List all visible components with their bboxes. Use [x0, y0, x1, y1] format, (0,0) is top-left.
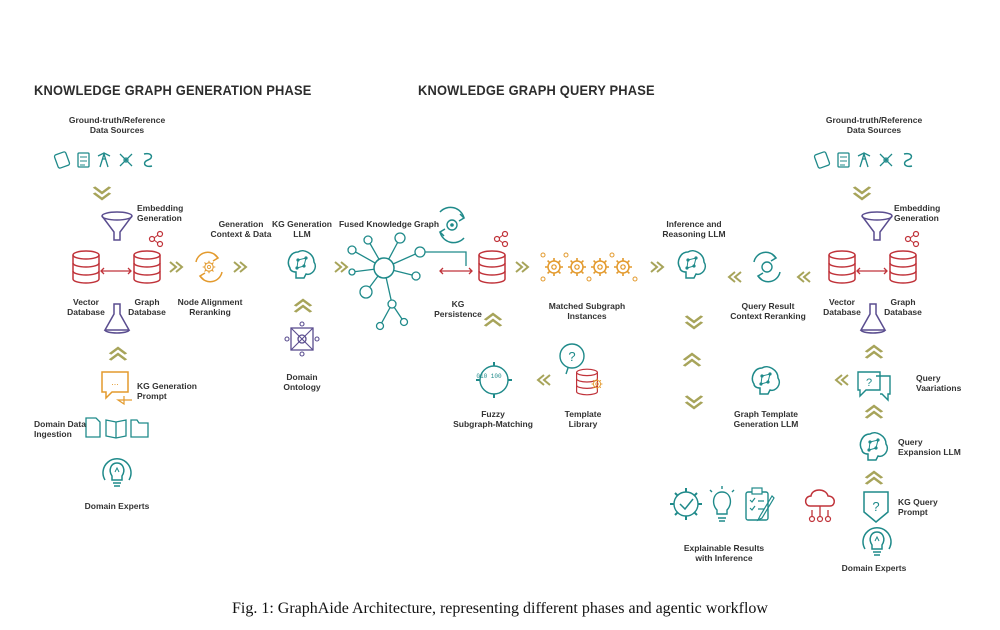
- chevron-up-icon: [295, 300, 311, 312]
- label-domain-ingestion: Domain Data Ingestion: [34, 419, 86, 439]
- ground-truth-sources-icon-left: [54, 151, 152, 168]
- label-fused-kg: Fused Knowledge Graph: [338, 219, 440, 229]
- chevron-up-icon: [866, 346, 882, 358]
- node-alignment-icon: [196, 252, 222, 281]
- figure-caption: Fig. 1: GraphAide Architecture, representing different phases and agentic workflow: [232, 600, 768, 617]
- domain-experts-icon-right: [863, 528, 891, 555]
- label-fuzzy-matching: Fuzzy Subgraph-Matching: [453, 409, 533, 429]
- label-vector-db-right: Vector Database: [823, 297, 861, 317]
- label-query-expansion: Query Expansion LLM: [898, 437, 961, 457]
- template-library-icon: [560, 344, 602, 395]
- kg-persistence-arrow-icon: [440, 268, 472, 274]
- label-inference-llm: Inference and Reasoning LLM: [662, 219, 726, 239]
- label-kg-persistence: KG Persistence: [434, 299, 482, 319]
- kg-generation-llm-icon: [288, 251, 315, 278]
- binary-glyph: 010 100: [476, 373, 502, 380]
- explainable-checklist-icon: [746, 488, 774, 520]
- chevron-right-icon: [170, 262, 182, 272]
- label-query-result: Query Result Context Reranking: [730, 301, 806, 321]
- chevron-right-icon: [234, 262, 246, 272]
- query-expansion-llm-icon: [860, 433, 887, 460]
- matched-subgraph-gears-icon: [541, 253, 637, 281]
- embedding-funnel-icon-right: [862, 212, 892, 240]
- chevron-down-icon: [854, 187, 870, 199]
- label-kg-query-prompt: KG Query Prompt: [898, 497, 938, 517]
- flask-icon-right: [861, 304, 885, 333]
- label-matched-subgraph: Matched Subgraph Instances: [548, 301, 626, 321]
- label-graph-template-llm: Graph Template Generation LLM: [733, 409, 799, 429]
- fuzzy-matching-icon: [476, 362, 512, 398]
- embedding-funnel-icon-left: [102, 212, 132, 240]
- label-domain-experts-right: Domain Experts: [841, 563, 907, 573]
- kg-query-prompt-icon: [864, 492, 888, 522]
- chevron-left-icon: [538, 375, 550, 385]
- label-explainable-results: Explainable Results with Inference: [683, 543, 765, 563]
- explainable-gear-check-icon: [670, 488, 702, 520]
- label-kg-generation-llm: KG Generation LLM: [272, 219, 332, 239]
- prompt-bubble-icon-left: [102, 372, 132, 404]
- chevron-left-icon: [684, 354, 700, 366]
- label-embedding-left: Embedding Generation: [137, 203, 184, 223]
- label-node-alignment: Node Alignment Reranking: [177, 297, 243, 317]
- chevron-up-icon: [485, 314, 501, 326]
- label-kg-generation-prompt: KG Generation Prompt: [137, 381, 197, 401]
- chevron-right-icon: [335, 262, 347, 272]
- explainable-bulb-icon: [710, 486, 734, 521]
- domain-ingestion-docs-icon: [86, 418, 148, 438]
- vector-database-icon-left: [73, 251, 99, 283]
- query-variations-icon: [858, 372, 890, 400]
- bidirectional-arrow-icon: [857, 268, 887, 274]
- chevron-right-icon: [651, 262, 663, 272]
- vector-database-icon-right: [829, 251, 855, 283]
- label-domain-experts-left: Domain Experts: [84, 501, 150, 511]
- label-vector-db-left: Vector Database: [67, 297, 105, 317]
- chevron-left-icon: [836, 375, 848, 385]
- flask-icon-left: [105, 304, 129, 333]
- domain-experts-icon-left: [103, 459, 131, 486]
- ground-truth-sources-icon-right: [814, 151, 912, 168]
- label-ground-truth-left: Ground-truth/Reference Data Sources: [68, 115, 166, 135]
- query-phase-title: KNOWLEDGE GRAPH QUERY PHASE: [418, 82, 655, 98]
- label-embedding-right: Embedding Generation: [894, 203, 941, 223]
- question-glyph: ?: [872, 499, 880, 514]
- chevron-up-icon: [866, 472, 882, 484]
- question-glyph: ?: [568, 349, 576, 364]
- chevron-up-icon: [110, 348, 126, 360]
- label-query-variations: Query Vaariations: [916, 373, 962, 393]
- chevron-right-icon: [516, 262, 528, 272]
- label-ground-truth-right: Ground-truth/Reference Data Sources: [825, 115, 923, 135]
- label-graph-db-right: Graph Database: [884, 297, 922, 317]
- chevron-left-icon: [729, 272, 741, 282]
- kg-refresh-icon: [440, 207, 464, 242]
- kg-persistence-database-icon: [479, 232, 508, 284]
- bidirectional-arrow-icon: [101, 268, 131, 274]
- graph-database-icon-right: [890, 232, 919, 284]
- domain-ontology-icon: [285, 322, 319, 356]
- graph-template-llm-icon: [752, 367, 779, 394]
- label-template-library: Template Library: [564, 409, 602, 429]
- query-rerank-icon: [754, 252, 780, 281]
- inference-reasoning-llm-icon: [678, 251, 705, 278]
- cloud-network-icon: [806, 490, 835, 522]
- label-graph-db-left: Graph Database: [128, 297, 166, 317]
- chevron-up-icon: [866, 406, 882, 418]
- chevron-down-icon: [686, 316, 702, 328]
- chevron-down-icon: [686, 396, 702, 408]
- label-generation-context: Generation Context & Data: [210, 219, 272, 239]
- graph-database-icon-left: [134, 232, 163, 284]
- chevron-left-icon: [798, 272, 810, 282]
- label-domain-ontology: Domain Ontology: [283, 372, 321, 392]
- chevron-down-icon: [94, 187, 110, 199]
- generation-phase-title: KNOWLEDGE GRAPH GENERATION PHASE: [34, 82, 312, 98]
- question-glyph: ?: [865, 377, 873, 389]
- prompt-dots-glyph: ...: [111, 377, 119, 387]
